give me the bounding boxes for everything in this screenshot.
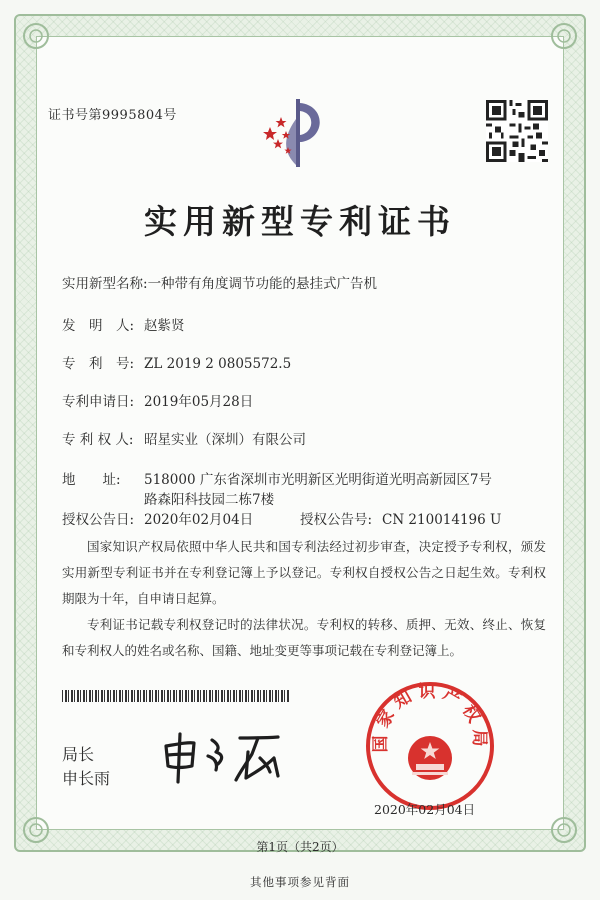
inventor-label: 发 明 人: xyxy=(62,318,135,334)
corner-ornament-icon xyxy=(546,18,582,54)
patentee-row xyxy=(62,428,306,448)
filing-date-row xyxy=(62,390,253,410)
seal-text: 国家知识产权局 xyxy=(370,681,490,753)
certificate-body xyxy=(62,534,546,664)
patentee-label: 专 利 权 人: xyxy=(62,432,134,448)
director-title: 局长 xyxy=(62,745,95,764)
body-paragraph-2: 专利证书记载专利权登记时的法律状况。专利权的转移、质押、无效、终止、恢复和专利权人的姓名或名称、国籍、地址变更等事项记载在专利登记簿上。 xyxy=(62,617,546,658)
address-line-2: 路森阳科技园二栋7楼 xyxy=(144,492,275,508)
footer-note: 其他事项参见背面 xyxy=(250,875,350,889)
grant-date-label: 授权公告日: xyxy=(62,512,135,528)
address-row xyxy=(62,468,492,488)
inventor-row xyxy=(62,314,185,334)
patent-number-value: ZL 2019 2 0805572.5 xyxy=(144,356,292,372)
address-line-1: 518000 广东省深圳市光明新区光明街道光明高新园区7号 xyxy=(144,472,492,488)
utility-model-name-value: 一种带有角度调节功能的悬挂式广告机 xyxy=(147,276,378,292)
seal-date: 2020年02月04日 xyxy=(374,802,476,817)
address-line-2-row xyxy=(144,488,274,508)
cnipa-emblem-icon xyxy=(256,95,332,171)
official-seal-icon xyxy=(364,680,496,812)
grant-date-row xyxy=(62,508,253,528)
grant-number-value: CN 210014196 U xyxy=(382,512,502,528)
corner-ornament-icon xyxy=(18,18,54,54)
filing-date-value: 2019年05月28日 xyxy=(144,394,254,410)
page-indicator: 第1页（共2页） xyxy=(256,840,344,854)
utility-model-name-label: 实用新型名称: xyxy=(62,276,148,292)
qr-code-icon xyxy=(486,100,548,162)
barcode-strip xyxy=(62,690,290,702)
address-label: 地 址: xyxy=(62,472,121,488)
utility-model-name-row xyxy=(62,272,377,292)
grant-number-label: 授权公告号: xyxy=(300,512,373,528)
certificate-number: 证书号第9995804号 xyxy=(48,108,177,123)
body-paragraph-1: 国家知识产权局依照中华人民共和国专利法经过初步审查，决定授予专利权，颁发实用新型专利证书并在专利登记簿上予以登记。专利权自授权公告之日起生效。专利权期限为十年，自申请日起算。 xyxy=(62,539,546,606)
director-signature-icon xyxy=(160,728,300,784)
patent-number-row xyxy=(62,352,291,372)
grant-date-value: 2020年02月04日 xyxy=(144,512,254,528)
patent-number-label: 专 利 号: xyxy=(62,356,135,372)
certificate-title: 实用新型专利证书 xyxy=(144,202,456,241)
inventor-value: 赵紫贤 xyxy=(144,318,185,334)
patentee-value: 昭星实业（深圳）有限公司 xyxy=(144,432,306,448)
director-name: 申长雨 xyxy=(62,769,111,788)
grant-number-row xyxy=(300,508,501,528)
filing-date-label: 专利申请日: xyxy=(62,394,135,410)
